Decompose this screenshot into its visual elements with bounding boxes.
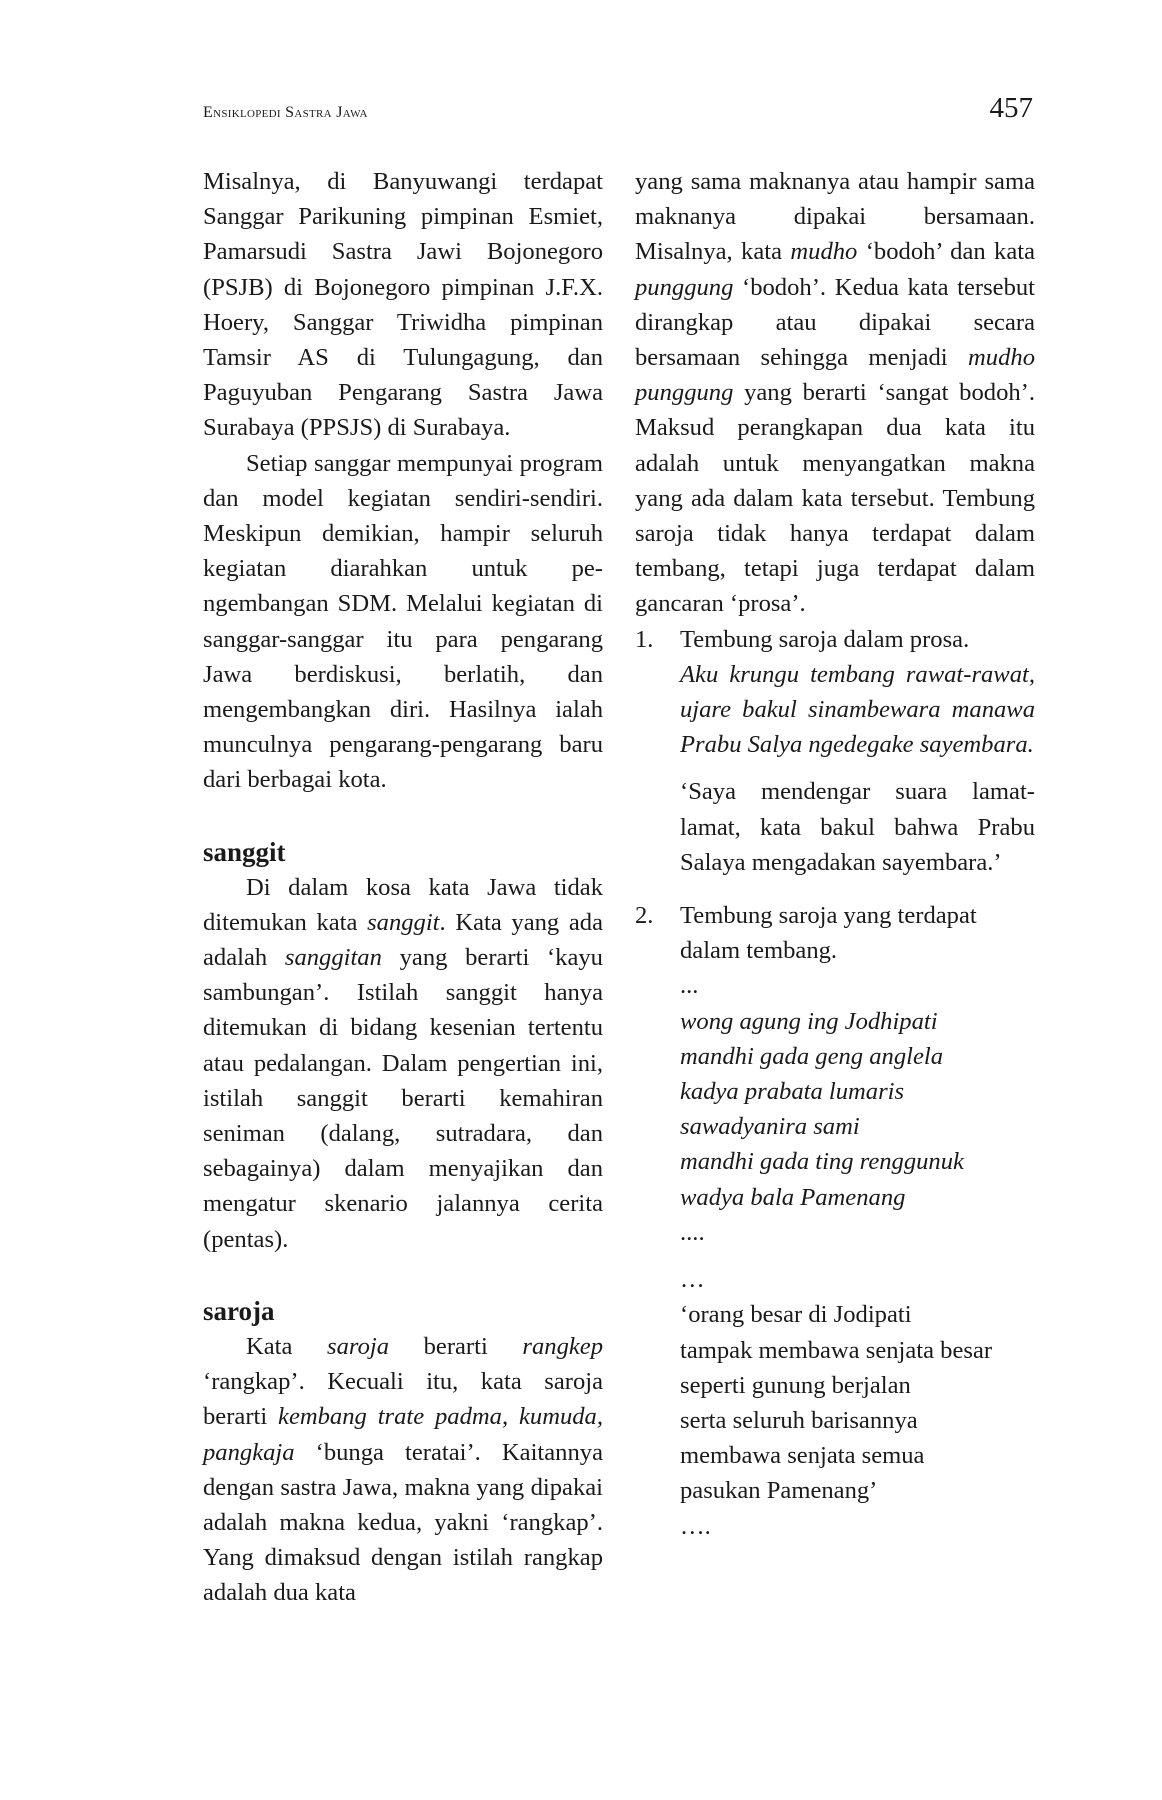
- spacer: [203, 1257, 603, 1294]
- translation-line: pasukan Pamenang’: [680, 1477, 878, 1505]
- translation-line: serta seluruh barisannya: [680, 1406, 918, 1434]
- list-item-prosa: [635, 622, 1035, 880]
- verse-ellipsis: …: [680, 1266, 705, 1294]
- translation-line: ‘orang besar di Jodipati: [680, 1301, 912, 1329]
- example-translation-prosa: ‘Saya mendengar suara lamat-lamat, kata bakul bahwa Prabu Salaya mengadakan sayembara.’: [680, 778, 1035, 876]
- list-item-label: Tembung saroja yang terdapat dalam tembang.: [680, 902, 977, 965]
- running-head: Ensiklopedi Sastra Jawa: [203, 104, 368, 121]
- verse-line: sawadyanira sami: [680, 1113, 860, 1141]
- verse-ellipsis: ...: [680, 972, 699, 1000]
- translation-line: seperti gunung berjalan: [680, 1371, 911, 1399]
- verse-line: wong agung ing Jodhipati: [680, 1007, 938, 1035]
- translation-line: membawa senjata semua: [680, 1442, 925, 1470]
- page-header: [203, 92, 1033, 138]
- right-column: [635, 164, 1035, 1544]
- paragraph-sanggar-examples: Misalnya, di Banyuwangi terdapat Sanggar Parikuning pimpinan Esmiet, Pamarsudi Sastra Jawi Bojonegoro (PSJB) di Bojonegoro pimpinan J.F.X. Hoery, Sanggar Triwidha pimpinan Tamsir AS di Tulungagung, dan Paguyuban Pengarang Sastra Jawa Surabaya (PPSJS) di Surabaya.: [203, 168, 603, 442]
- paragraph-sanggar-programs: Setiap sanggar mempunyai program dan model kegiatan sendiri-sendiri. Meskipun demikian, hampir seluruh kegiatan diarahkan untuk pengembangan SDM. Melalui kegiatan di sanggar-sanggar itu para pengarang Jawa berdiskusi, berlatih, dan mengembangkan diri. Hasilnya ialah munculnya pengarang-pengarang baru dari berbagai kota.: [203, 449, 603, 794]
- entry-heading-saroja: saroja: [203, 1295, 275, 1326]
- list-item-tembang: [635, 898, 1035, 968]
- left-column: [203, 164, 603, 1611]
- verse-ellipsis: ….: [680, 1512, 711, 1540]
- entry-heading-sanggit: sanggit: [203, 836, 286, 867]
- verse-ellipsis: ....: [680, 1218, 705, 1246]
- list-number: 2.: [635, 902, 654, 930]
- page-number: 457: [989, 92, 1033, 124]
- verse-block: [635, 968, 1035, 1543]
- spacer: [203, 798, 603, 835]
- verse-line: wadya bala Pamenang: [680, 1183, 906, 1211]
- translation-line: tampak membawa senjata besar: [680, 1336, 993, 1364]
- verse-line: mandhi gada ting renggunuk: [680, 1148, 964, 1176]
- verse-line: mandhi gada geng anglela: [680, 1042, 943, 1070]
- paragraph-sanggit: Di dalam kosa kata Jawa tidak ditemukan kata sanggit. Kata yang ada adalah sanggitan yang berarti ‘kayu sambungan’. Istilah sanggit hanya ditemukan di bidang kesenian tertentu atau pedalangan. Dalam pengertian ini, istilah sanggit berarti kemahiran seniman (dalang, sutradara, dan sebagainya) dalam menyajikan dan mengatur skenario jalannya cerita (pentas).: [203, 873, 603, 1253]
- paragraph-saroja: Kata saroja berarti rangkep ‘rangkap’. Kecuali itu, kata saroja berarti kembang trate padma, kumuda, pangkaja ‘bunga teratai’. Kaitannya dengan sastra Jawa, makna yang dipakai adalah makna kedua, yakni ‘rangkap’. Yang dimaksud dengan istilah rangkap adalah dua kata: [203, 1332, 603, 1607]
- example-javanese-prosa: Aku krungu tembang rawat-rawat, ujare bakul sinambewara manawa Prabu Salya ngedegake sayembara.: [680, 660, 1035, 759]
- verse-line: kadya prabata lumaris: [680, 1078, 905, 1106]
- paragraph-saroja-continued: yang sama maknanya atau hampir sama maknanya dipakai bersamaan. Misalnya, kata mudho ‘bodoh’ dan kata punggung ‘bodoh’. Kedua kata tersebut dirangkap atau dipakai secara bersamaan sehingga menjadi mudho punggung yang berarti ‘sangat bodoh’. Maksud perangkapan dua kata itu adalah untuk menyangatkan makna yang ada dalam kata tersebut. Tembung saroja tidak hanya terdapat dalam tembang, tetapi juga terdapat dalam gancaran ‘prosa’.: [635, 168, 1035, 618]
- list-item-label: Tembung saroja dalam prosa.: [680, 625, 970, 653]
- list-number: 1.: [635, 625, 654, 653]
